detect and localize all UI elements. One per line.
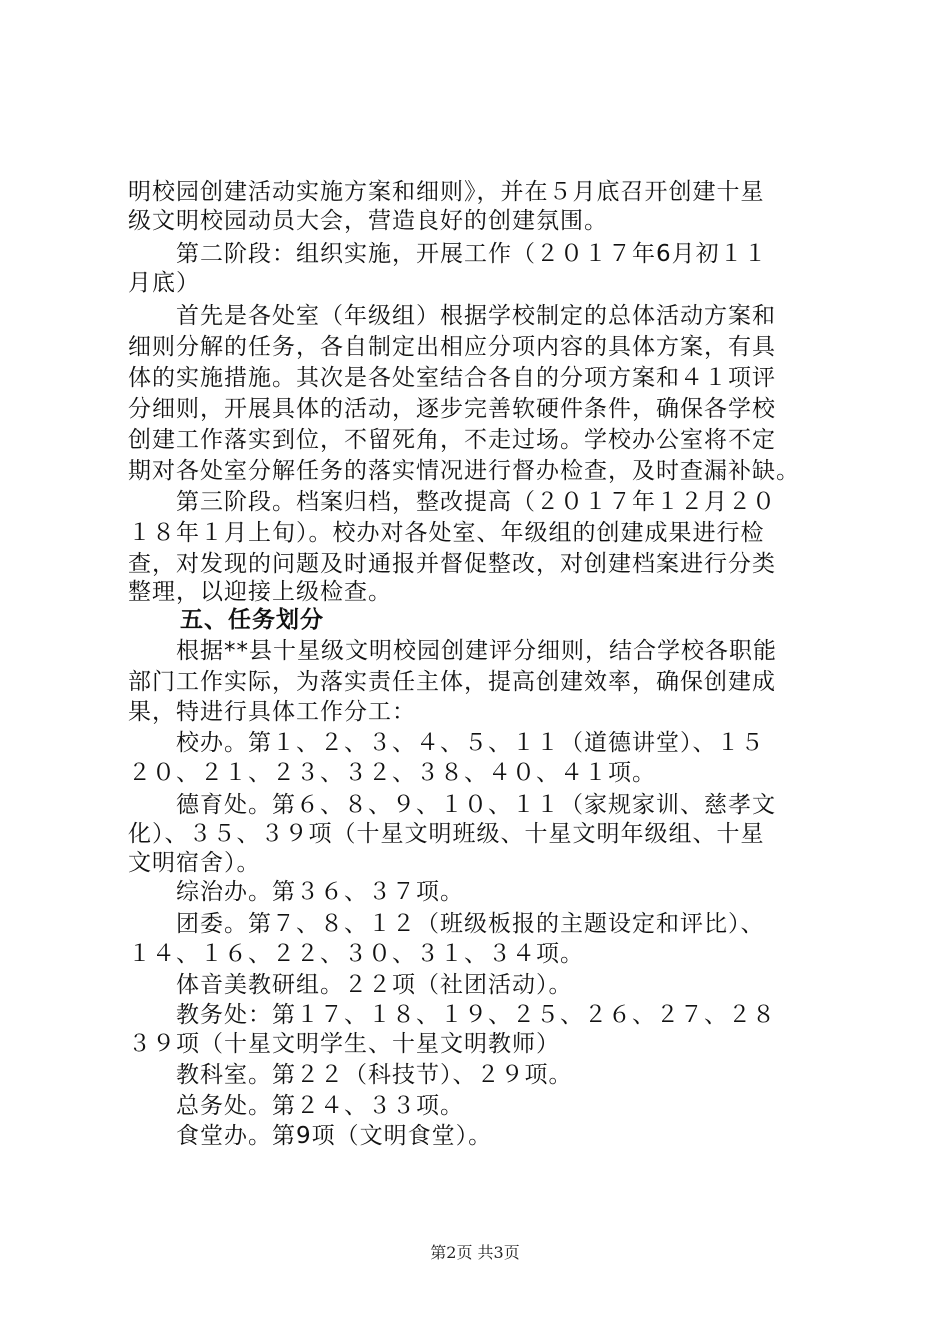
- body-line: 总务处。第２４、３３项。: [128, 1093, 464, 1119]
- body-line: 体音美教研组。２２项（社团活动）。: [128, 972, 573, 998]
- body-line: 月底）: [128, 270, 200, 296]
- body-line: 文明宿舍）。: [128, 850, 261, 876]
- body-line: 综治办。第３６、３７项。: [128, 879, 464, 905]
- body-line: 第二阶段：组织实施，开展工作（２０１７年6月初１１: [128, 241, 768, 267]
- body-line: 整理，以迎接上级检查。: [128, 579, 392, 605]
- body-line: 部门工作实际，为落实责任主体，提高创建效率，确保创建成: [128, 669, 776, 695]
- body-line: 化）、３５、３９项（十星文明班级、十星文明年级组、十星: [128, 821, 765, 847]
- body-line: 校办。第１、２、３、４、５、１１（道德讲堂）、１５: [128, 730, 765, 756]
- body-line: 第三阶段。档案归档，整改提高（２０１７年１２月２０: [128, 489, 776, 515]
- body-line: 德育处。第６、８、９、１０、１１（家规家训、慈孝文: [128, 792, 776, 818]
- body-line: 教科室。第２２（科技节）、２９项。: [128, 1062, 573, 1088]
- body-line: 根据**县十星级文明校园创建评分细则，结合学校各职能: [128, 638, 777, 664]
- body-line: 分细则，开展具体的活动，逐步完善软硬件条件，确保各学校: [128, 396, 776, 422]
- body-line: 体的实施措施。其次是各处室结合各自的分项方案和４１项评: [128, 365, 776, 391]
- body-line: 细则分解的任务，各自制定出相应分项内容的具体方案，有具: [128, 334, 776, 360]
- section-heading: 五、任务划分: [180, 607, 324, 633]
- body-line: 教务处：第１７、１８、１９、２５、２６、２７、２８: [128, 1002, 776, 1028]
- body-line: 果，特进行具体工作分工：: [128, 699, 416, 725]
- body-line: ２０、２１、２３、３２、３８、４０、４１项。: [128, 760, 656, 786]
- page-number-footer: 第2页 共3页: [430, 1243, 520, 1262]
- body-line: 首先是各处室（年级组）根据学校制定的总体活动方案和: [128, 303, 776, 329]
- body-line: ３９项（十星文明学生、十星文明教师）: [128, 1031, 560, 1057]
- body-line: 明校园创建活动实施方案和细则》，并在５月底召开创建十星: [128, 179, 765, 205]
- body-line: 创建工作落实到位，不留死角，不走过场。学校办公室将不定: [128, 427, 776, 453]
- body-line: 团委。第７、８、１２（班级板报的主题设定和评比）、: [128, 911, 765, 937]
- body-line: 食堂办。第9项（文明食堂）。: [128, 1123, 493, 1149]
- body-line: １４、１６、２２、３０、３１、３４项。: [128, 941, 584, 967]
- body-line: １８年１月上旬）。校办对各处室、年级组的创建成果进行检: [128, 520, 765, 546]
- body-line: 级文明校园动员大会，营造良好的创建氛围。: [128, 208, 608, 234]
- body-line: 查，对发现的问题及时通报并督促整改，对创建档案进行分类: [128, 551, 776, 577]
- body-line: 期对各处室分解任务的落实情况进行督办检查，及时查漏补缺。: [128, 458, 800, 484]
